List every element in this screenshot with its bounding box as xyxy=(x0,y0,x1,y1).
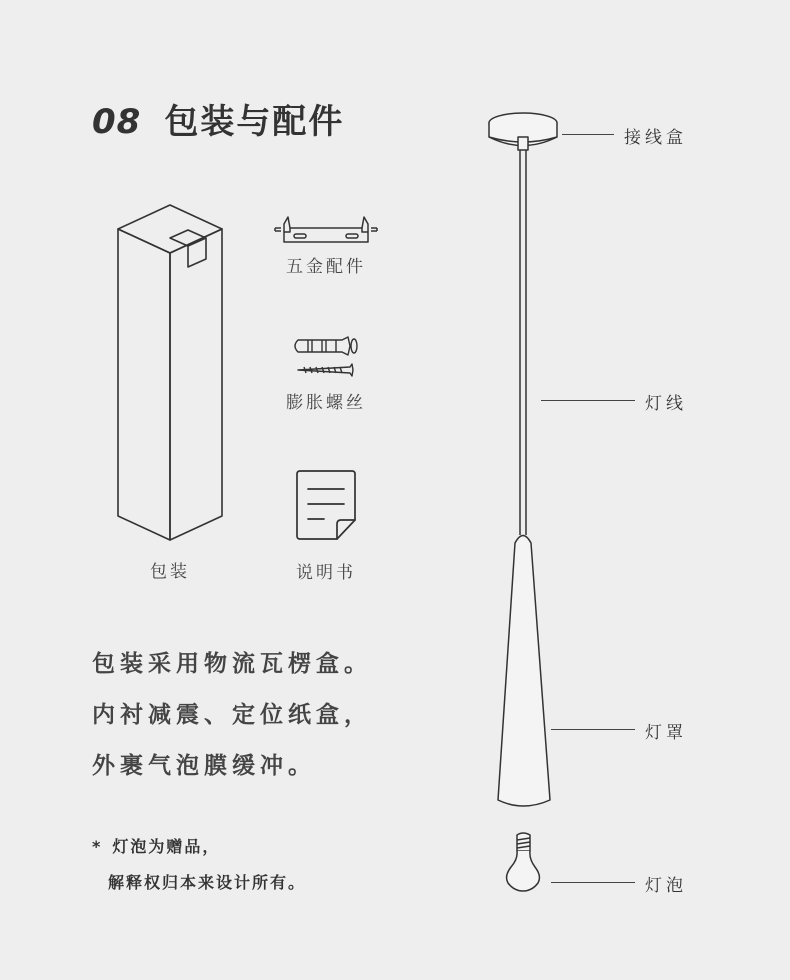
leader-bulb xyxy=(551,882,635,883)
note-text-1: 灯泡为赠品， xyxy=(112,837,221,856)
caption-hardware: 五金配件 xyxy=(286,257,366,277)
label-cord: 灯线 xyxy=(645,394,687,414)
section-heading xyxy=(92,94,344,143)
note-marker: * xyxy=(92,837,103,856)
caption-packaging: 包装 xyxy=(150,562,190,582)
manual-icon xyxy=(296,469,358,543)
bracket-icon xyxy=(272,214,380,246)
caption-manual: 说明书 xyxy=(296,563,356,583)
note-line-1 xyxy=(92,834,220,857)
leader-shade xyxy=(551,729,635,730)
leader-cord xyxy=(541,400,635,401)
section-title: 包装与配件 xyxy=(164,102,345,142)
description-line-2: 内衬减震、定位纸盒， xyxy=(92,702,372,728)
bulb-icon xyxy=(502,831,546,893)
description-line-1: 包装采用物流瓦楞盒。 xyxy=(92,651,372,677)
pendant-lamp-icon xyxy=(486,110,562,815)
caption-screws: 膨胀螺丝 xyxy=(286,393,366,413)
box-icon xyxy=(110,200,230,545)
anchor-screw-icon xyxy=(290,336,362,380)
section-number: 08 xyxy=(92,102,142,142)
description-line-3: 外裹气泡膜缓冲。 xyxy=(92,753,316,779)
label-junction-box: 接线盒 xyxy=(624,128,687,148)
leader-junction-box xyxy=(562,134,614,135)
note-line-2: 解释权归本来设计所有。 xyxy=(108,873,307,892)
label-shade: 灯罩 xyxy=(645,723,687,743)
label-bulb: 灯泡 xyxy=(645,876,687,896)
